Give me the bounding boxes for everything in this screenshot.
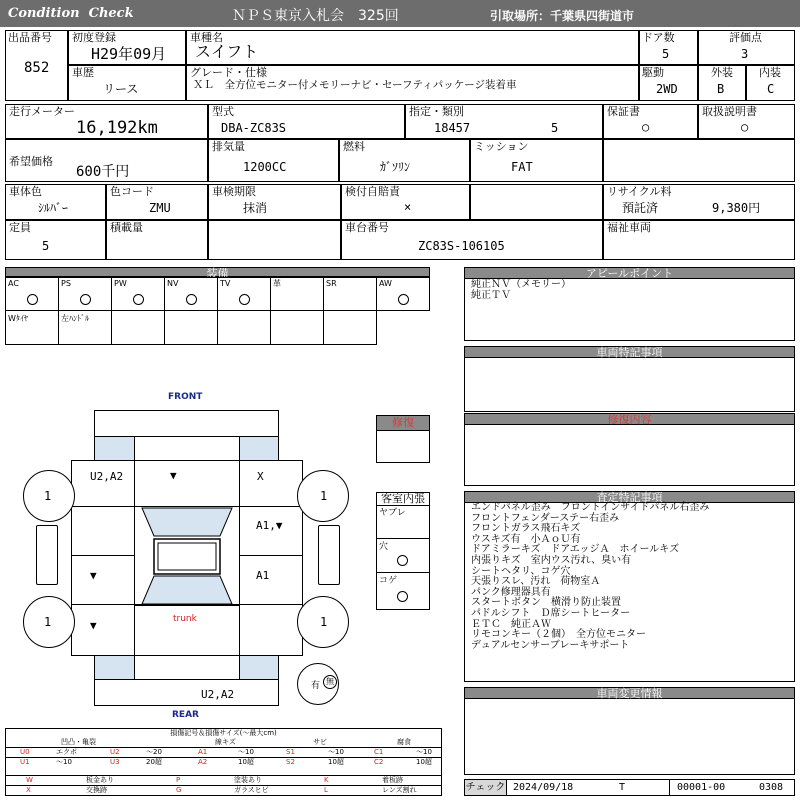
note-line: フロントフェンダーステー右歪み xyxy=(471,512,620,524)
note-line: スタートボタン 横滑り防止装置 xyxy=(471,597,621,609)
color-value: ｼﾙﾊﾞｰ xyxy=(38,201,69,215)
footer-page: 0308 xyxy=(759,782,784,793)
tire-front-left-value: 1 xyxy=(44,489,52,503)
mileage-label: 走行メーター xyxy=(9,105,75,118)
equip-cell-aw xyxy=(376,277,430,311)
legend-code: P xyxy=(176,776,181,784)
repair-content-header: 修復内容 xyxy=(465,414,794,425)
displacement-label: 排気量 xyxy=(212,140,245,153)
color-code-value: ZMU xyxy=(149,201,171,215)
front-grille xyxy=(134,436,240,461)
front-light-right xyxy=(239,436,279,461)
interior-trim-header: 客室内張 xyxy=(377,493,429,506)
header-title: Condition Check xyxy=(8,6,134,21)
legend-code: X xyxy=(26,786,31,794)
first-reg-label: 初度登録 xyxy=(72,31,116,44)
equip-cell-empty xyxy=(323,310,377,345)
legend-desc: 着板跡 xyxy=(382,776,403,784)
note-line: 内張りキズ 室内ウス汚れ、臭い有 xyxy=(471,554,632,566)
score-label: 評価点 xyxy=(729,31,762,44)
recycle-label: リサイクル料 xyxy=(607,185,672,198)
interior-label: ヤブレ xyxy=(379,508,406,518)
drive-box xyxy=(639,65,698,101)
mark-front-right-fender: X xyxy=(257,470,264,483)
score-box xyxy=(698,30,795,65)
exterior-label: 外装 xyxy=(711,66,733,79)
equip-mark-circle xyxy=(186,294,197,305)
appeal-line: 純正ＮＶ（メモリー） xyxy=(471,279,571,290)
note-line: ＥＴＣ 純正ＡＷ xyxy=(471,618,551,630)
auction-name: ＮＰＳ東京入札会 325回 xyxy=(232,8,399,24)
fuel-label: 燃料 xyxy=(343,140,365,153)
mark-rear-left-quarter: ▼ xyxy=(90,619,97,632)
equip-mark-circle xyxy=(27,294,38,305)
appeal-section xyxy=(464,267,795,341)
equip-label: SR xyxy=(326,279,337,288)
equip-cell-empty xyxy=(217,310,271,345)
interior-value: C xyxy=(767,82,775,96)
chassis-label: 車台番号 xyxy=(345,221,389,234)
mark-rear-left-door: ▼ xyxy=(90,569,97,582)
legend-code: S2 xyxy=(286,758,295,766)
first-reg-box xyxy=(68,30,186,65)
manual-box xyxy=(698,104,795,139)
note-line: ウスキズ有 小ＡｏＵ有 xyxy=(471,533,581,545)
blank-right-box xyxy=(603,139,795,182)
legend-cat-dent: 凹凸・亀裂 xyxy=(61,738,96,746)
welfare-box xyxy=(603,220,795,260)
drive-value: 2WD xyxy=(656,82,678,96)
lot-number: 852 xyxy=(24,60,50,76)
equip-label: 革 xyxy=(273,279,281,288)
interior-row-tear xyxy=(377,505,429,539)
footer-divider xyxy=(669,780,670,795)
mileage-box xyxy=(5,104,208,139)
legend-code: A2 xyxy=(198,758,208,766)
legend-code: G xyxy=(176,786,182,794)
appeal-header: アピールポイント xyxy=(465,268,794,279)
mileage-value: 16,192km xyxy=(76,118,158,138)
history-label: 車歴 xyxy=(72,66,94,79)
note-line: フロントガラス飛石キズ xyxy=(471,523,581,535)
footer-check xyxy=(464,779,795,796)
blank-row3-box xyxy=(208,220,341,260)
mission-value: FAT xyxy=(511,160,533,174)
mission-box xyxy=(470,139,603,182)
repair-content-section xyxy=(464,413,795,486)
legend-code: U3 xyxy=(110,758,120,766)
displacement-box xyxy=(208,139,339,182)
price-box xyxy=(5,139,208,182)
front-light-left xyxy=(94,436,135,461)
quarter-rear-right xyxy=(239,604,303,656)
capacity-label: 定員 xyxy=(9,221,31,234)
rear-panel xyxy=(134,655,240,680)
tire-rear-left-value: 1 xyxy=(44,615,52,629)
equip-mark-circle xyxy=(398,294,409,305)
grade-label: グレード・仕様 xyxy=(190,66,267,79)
equip-cell-ps xyxy=(58,277,112,311)
note-line: ドアミラーキズ ドアエッジＡ ホイールキズ xyxy=(471,544,680,556)
warranty-box xyxy=(603,104,698,139)
legend-code: U0 xyxy=(20,748,30,756)
special-header: 車両特記事項 xyxy=(465,347,794,358)
legend-desc: 10超 xyxy=(416,758,432,766)
equip-cell-wtire xyxy=(5,310,59,345)
model-box xyxy=(208,104,405,139)
note-line: パンク修理器具有 xyxy=(471,586,551,598)
car-name-value: スイフト xyxy=(195,42,259,61)
mission-label: ミッション xyxy=(474,140,529,153)
equip-label: PW xyxy=(114,279,127,288)
legend-cat-scratch: 線キズ xyxy=(215,738,236,746)
tire-rear-right-value: 1 xyxy=(320,615,328,629)
history-value: リース xyxy=(103,82,139,96)
car-name-label: 車種名 xyxy=(190,31,223,44)
mirror-right xyxy=(318,525,340,585)
history-box xyxy=(68,65,186,101)
legend-code: A1 xyxy=(198,748,208,756)
fuel-box xyxy=(339,139,470,182)
mark-rear-bumper: U2,A2 xyxy=(201,688,235,701)
trunk-label: trunk xyxy=(173,614,197,624)
equip-label: NV xyxy=(167,279,179,288)
recycle-amount: 9,380円 xyxy=(712,201,761,215)
change-info-header: 車両変更情報 xyxy=(465,688,794,699)
load-box xyxy=(106,220,208,260)
equip-cell-leather xyxy=(270,277,324,311)
displacement-value: 1200CC xyxy=(243,160,287,174)
equip-mark-circle xyxy=(239,294,250,305)
doors-box xyxy=(639,30,698,65)
repair-box xyxy=(376,415,430,463)
blank-mid-box xyxy=(470,184,603,220)
hood xyxy=(134,460,240,507)
equip-label: AC xyxy=(8,279,19,288)
car-name-box xyxy=(186,30,639,65)
rear-bumper xyxy=(94,679,279,706)
capacity-box xyxy=(5,220,106,260)
legend-code: S1 xyxy=(286,748,295,756)
legend-code: C1 xyxy=(374,748,384,756)
grade-value: ＸＬ 全方位モニター付メモリーナビ・セーフティパッケージ装着車 xyxy=(193,79,517,91)
inspection-notes-header: 査定特記事項 xyxy=(465,492,794,503)
trunk-area xyxy=(134,604,240,656)
mark-front-left-fender: U2,A2 xyxy=(90,470,124,483)
front-label: FRONT xyxy=(168,392,203,402)
note-line: シートヘタリ、コゲ穴 xyxy=(471,565,571,577)
legend-row xyxy=(6,747,441,756)
equip-mark-circle xyxy=(80,294,91,305)
legend-desc: 20超 xyxy=(146,758,162,766)
note-line: 天張りスレ、汚れ 荷物室Ａ xyxy=(471,576,601,588)
legend-row xyxy=(6,757,441,766)
special-section xyxy=(464,346,795,412)
legend-desc: エクボ xyxy=(56,748,77,756)
price-value: 600千円 xyxy=(76,164,130,180)
lot-box xyxy=(5,30,68,101)
equip-cell-ac xyxy=(5,277,59,311)
first-reg-value: H29年09月 xyxy=(91,45,167,63)
note-line: パドルシフト Ｄ席シートヒーター xyxy=(471,607,631,619)
manual-mark: ○ xyxy=(741,120,749,134)
color-box xyxy=(5,184,106,220)
legend-code: C2 xyxy=(374,758,384,766)
legend-cat-corrosion: 腐食 xyxy=(397,738,411,746)
color-label: 車体色 xyxy=(9,185,42,198)
mark-hood: ▼ xyxy=(170,469,177,482)
inspection-box xyxy=(208,184,341,220)
capacity-value: 5 xyxy=(42,239,50,253)
legend-desc: ガラスヒビ xyxy=(234,786,269,794)
insurance-value: × xyxy=(404,200,412,214)
rear-light-right xyxy=(239,655,279,680)
quarter-rear-left xyxy=(71,604,135,656)
interior-row-hole xyxy=(377,539,429,573)
mark-front-right-door: A1,▼ xyxy=(256,519,283,532)
appeal-line: 純正ＴＶ xyxy=(471,290,511,301)
model-value: DBA-ZC83S xyxy=(221,121,287,135)
legend-code: U1 xyxy=(20,758,30,766)
load-label: 積載量 xyxy=(110,221,143,234)
equip-cell-empty xyxy=(270,310,324,345)
legend-desc: 〜10 xyxy=(238,748,254,756)
equip-cell-tv xyxy=(217,277,271,311)
inspection-label: 車検期限 xyxy=(212,185,256,198)
recycle-status: 預託済 xyxy=(622,201,659,215)
class-number: 5 xyxy=(551,121,559,135)
equipment-header: 装備 xyxy=(5,267,430,277)
interior-mark-circle xyxy=(397,591,408,602)
warranty-mark: ○ xyxy=(642,120,650,134)
model-label: 型式 xyxy=(212,105,234,118)
type-box xyxy=(405,104,603,139)
interior-box xyxy=(746,65,795,101)
equip-cell-nv xyxy=(164,277,218,311)
lot-label: 出品番号 xyxy=(8,31,52,44)
interior-row-burn xyxy=(377,573,429,609)
legend-title: 損傷記号＆損傷サイズ(〜最大cm) xyxy=(170,729,277,737)
recycle-box xyxy=(603,184,795,220)
rear-label: REAR xyxy=(172,710,199,720)
insurance-label: 検付自賠責 xyxy=(345,185,400,198)
score-value: 3 xyxy=(741,47,749,61)
note-line: リモコンキー（２個） 全方位モニター xyxy=(471,629,646,641)
type-number: 18457 xyxy=(434,121,471,135)
manual-label: 取扱説明書 xyxy=(702,105,757,118)
color-code-label: 色コード xyxy=(110,185,154,198)
note-line: エンドパネル歪み フロントインサイドパネル右歪み xyxy=(471,502,710,513)
footer-code: 00001-00 xyxy=(677,782,726,793)
mark-rear-right-door: A1 xyxy=(256,569,270,582)
equip-cell-lhd xyxy=(58,310,112,345)
legend-code: W xyxy=(26,776,33,784)
doors-label: ドア数 xyxy=(642,31,675,44)
warranty-label: 保証書 xyxy=(607,105,640,118)
type-label: 指定・類別 xyxy=(409,105,464,118)
exterior-value: B xyxy=(717,82,725,96)
exterior-box xyxy=(698,65,746,101)
legend-desc: 〜10 xyxy=(416,748,432,756)
interior-trim-box xyxy=(376,492,430,610)
interior-label: コゲ xyxy=(379,576,398,586)
equipment-grid xyxy=(5,277,430,345)
legend-desc: 〜20 xyxy=(146,748,162,756)
fender-front-right xyxy=(239,460,303,507)
legend-code: U2 xyxy=(110,748,120,756)
legend-cat-rust: サビ xyxy=(313,738,327,746)
fuel-value: ｶﾞｿﾘﾝ xyxy=(380,160,411,174)
insurance-box xyxy=(341,184,470,220)
equip-cell-empty xyxy=(164,310,218,345)
legend-desc: 〜10 xyxy=(328,748,344,756)
check-date: 2024/09/18 xyxy=(513,782,574,793)
legend-desc: 10超 xyxy=(238,758,254,766)
equip-cell-sr xyxy=(323,277,377,311)
legend-code: K xyxy=(324,776,329,784)
legend-row xyxy=(6,785,441,795)
note-line: デュアルセンサーブレーキサポート xyxy=(471,639,630,651)
legend-desc: 〜10 xyxy=(56,758,72,766)
repair-box-header: 修復 xyxy=(377,416,429,431)
legend-desc: 10超 xyxy=(328,758,344,766)
grade-box xyxy=(186,65,639,101)
legend-desc: 板金あり xyxy=(86,776,114,784)
drive-label: 駆動 xyxy=(642,66,664,79)
equip-label: PS xyxy=(61,279,71,288)
mirror-left xyxy=(36,525,58,585)
interior-label: 内装 xyxy=(759,66,781,79)
welfare-label: 福祉車両 xyxy=(607,221,651,234)
price-label: 希望価格 xyxy=(9,155,53,168)
legend-desc: 塗装あり xyxy=(234,776,262,784)
rear-light-left xyxy=(94,655,135,680)
color-code-box xyxy=(106,184,208,220)
equip-label: Wﾀｲﾔ xyxy=(8,314,28,323)
chassis-value: ZC83S-106105 xyxy=(418,239,505,253)
check-label: チェック xyxy=(465,782,506,793)
door-front-left xyxy=(71,506,135,556)
door-rear-right xyxy=(239,555,303,605)
spare-label: 有 xyxy=(311,681,321,691)
interior-mark-circle xyxy=(397,555,408,566)
pickup-location: 引取場所：千葉県四街道市 xyxy=(490,9,635,23)
inspection-notes-section xyxy=(464,491,795,682)
front-bumper xyxy=(94,410,279,437)
legend-row xyxy=(6,775,441,784)
damage-legend xyxy=(5,728,442,796)
legend-code: L xyxy=(324,786,328,794)
change-info-section xyxy=(464,687,795,775)
chassis-box xyxy=(341,220,603,260)
checker: T xyxy=(619,782,626,793)
equip-cell-pw xyxy=(111,277,165,311)
equip-label: 左ﾊﾝﾄﾞﾙ xyxy=(61,314,89,323)
equip-cell-empty xyxy=(111,310,165,345)
tire-front-right-value: 1 xyxy=(320,489,328,503)
door-rear-left xyxy=(71,555,135,605)
inspection-notes-list xyxy=(471,503,709,651)
equip-mark-circle xyxy=(133,294,144,305)
spare-mark: 無 xyxy=(323,675,337,689)
equip-label: TV xyxy=(220,279,231,288)
doors-value: 5 xyxy=(662,47,670,61)
legend-desc: 交換跡 xyxy=(86,786,107,794)
roof-windows xyxy=(134,506,240,606)
interior-label: 穴 xyxy=(379,542,389,552)
legend-desc: レンズ割れ xyxy=(382,786,417,794)
equip-label: AW xyxy=(379,279,392,288)
inspection-value: 抹消 xyxy=(243,201,268,215)
